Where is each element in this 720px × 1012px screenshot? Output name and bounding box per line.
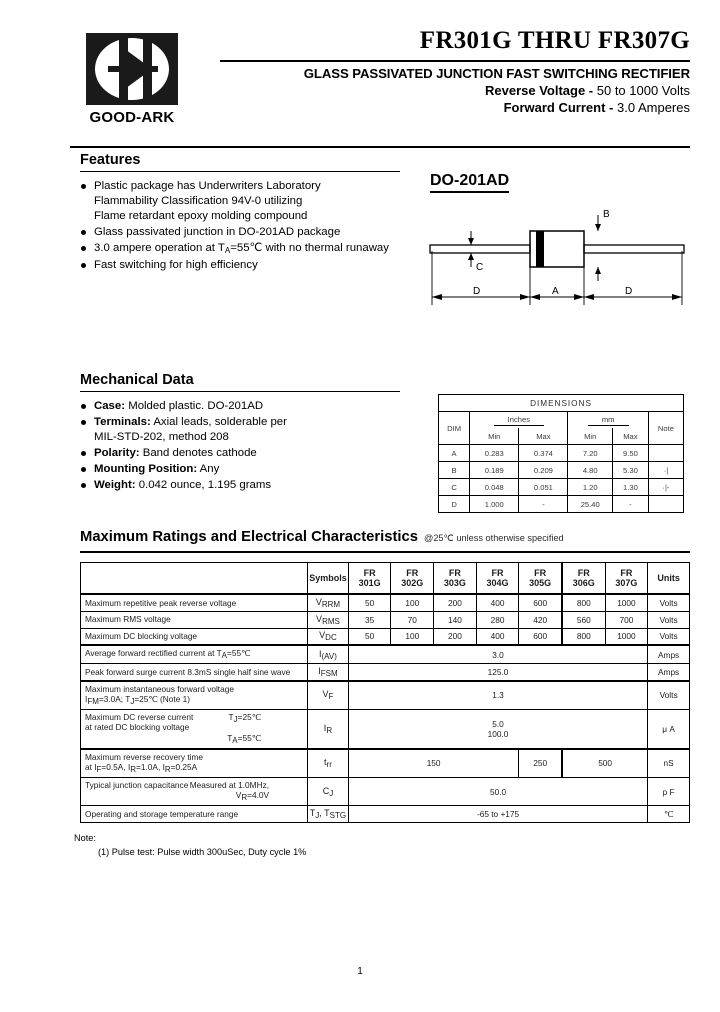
list-item bbox=[80, 399, 400, 414]
features-title: Features bbox=[80, 152, 141, 168]
param-name: Maximum DC reverse current $T_J=25℃$ at rated DC blocking voltage $T_A=55℃$ bbox=[81, 709, 308, 748]
value-cell-trr-500: 500 bbox=[562, 749, 648, 778]
dimension-label-b: B bbox=[603, 209, 610, 220]
list-item bbox=[80, 462, 400, 477]
list-item bbox=[80, 446, 400, 461]
param-name: Maximum instantaneous forward voltage $I_{FM}=3.0A$; $T_J=25℃$ (Note 1) bbox=[81, 681, 308, 710]
note-col-header: Note bbox=[648, 412, 683, 445]
feature-subscript: A bbox=[224, 246, 231, 256]
dimensions-table bbox=[438, 394, 684, 513]
value-cell-span: 50.0 bbox=[348, 777, 647, 805]
units-cell: Volts bbox=[648, 611, 690, 628]
value-25c: 5.0 bbox=[492, 718, 504, 729]
units-cell: p F bbox=[648, 777, 690, 805]
param-col-header bbox=[81, 563, 308, 595]
symbol-cell: $V_{DC}$ bbox=[308, 628, 349, 645]
dim-mm-max: - bbox=[612, 496, 648, 513]
mech-label: Weight: bbox=[94, 479, 136, 492]
dim-in-max: 0.051 bbox=[519, 479, 568, 496]
dim-mm-min: 25.40 bbox=[568, 496, 612, 513]
package-name: DO-201AD bbox=[430, 172, 509, 193]
feature-text-suffix: =55℃ with no thermal runaway bbox=[230, 242, 389, 255]
list-item bbox=[80, 225, 400, 240]
param-name: Maximum repetitive peak reverse voltage bbox=[81, 594, 308, 611]
param-name: Peak forward surge current 8.3mS single half sine wave bbox=[81, 664, 308, 681]
value-cell-span: 3.0 bbox=[348, 645, 647, 664]
part-col-header-303g: FR 303G bbox=[434, 563, 477, 595]
value-cell-trr-250: 250 bbox=[519, 749, 562, 778]
value-cell: 800 bbox=[562, 628, 605, 645]
part-col-header-306g: FR 306G bbox=[562, 563, 605, 595]
dim-letter: A bbox=[439, 445, 470, 462]
dim-mm-max: 9.50 bbox=[612, 445, 648, 462]
bullet-icon bbox=[81, 184, 86, 189]
value-cell: 1000 bbox=[605, 628, 648, 645]
dim-in-max: - bbox=[519, 496, 568, 513]
inches-min-header: Min bbox=[470, 428, 519, 445]
diode-logo-icon bbox=[86, 33, 178, 105]
table-row bbox=[81, 681, 690, 710]
mech-value: Any bbox=[199, 463, 220, 476]
dimension-label-c: C bbox=[476, 262, 484, 273]
bullet-icon bbox=[81, 230, 86, 235]
ratings-table bbox=[80, 562, 690, 823]
table-row bbox=[81, 709, 690, 748]
value-cell-span: -65 to +175 bbox=[348, 806, 647, 823]
product-subtitle: GLASS PASSIVATED JUNCTION FAST SWITCHING RECTIFIER bbox=[303, 66, 690, 82]
part-col-header-305g: FR 305G bbox=[519, 563, 562, 595]
dim-in-min: 0.189 bbox=[470, 462, 519, 479]
value-cell-trr-150: 150 bbox=[348, 749, 519, 778]
param-name: Maximum DC blocking voltage bbox=[81, 628, 308, 645]
value-cell: 70 bbox=[391, 611, 434, 628]
part-col-header-302g: FR 302G bbox=[391, 563, 434, 595]
title-block bbox=[220, 28, 690, 115]
dim-mm-min: 7.20 bbox=[568, 445, 612, 462]
table-row bbox=[81, 594, 690, 611]
dim-note bbox=[648, 445, 683, 462]
part-col-header-301g: FR 301G bbox=[348, 563, 391, 595]
table-row bbox=[81, 806, 690, 823]
list-item bbox=[80, 179, 400, 224]
do-201ad-outline-drawing bbox=[424, 193, 690, 313]
list-item bbox=[80, 478, 400, 493]
dim-letter: C bbox=[439, 479, 470, 496]
table-row bbox=[439, 395, 684, 412]
ratings-section-header bbox=[80, 528, 690, 553]
dim-note: ·| bbox=[648, 462, 683, 479]
inches-max-header: Max bbox=[519, 428, 568, 445]
value-cell: 200 bbox=[434, 594, 477, 611]
param-name: Average forward rectified current at $T_A=55℃$ bbox=[81, 645, 308, 664]
note-text: (1) Pulse test: Pulse width 300uSec, Duty cycle 1% bbox=[98, 846, 307, 857]
table-row bbox=[439, 428, 684, 445]
value-cell: 50 bbox=[348, 594, 391, 611]
symbol-cell: $C_J$ bbox=[308, 777, 349, 805]
dim-letter: B bbox=[439, 462, 470, 479]
note-label: Note: bbox=[74, 833, 96, 843]
table-row bbox=[439, 462, 684, 479]
mech-label: Mounting Position: bbox=[94, 463, 198, 476]
table-row bbox=[439, 479, 684, 496]
header-divider bbox=[70, 146, 690, 148]
units-cell: nS bbox=[648, 749, 690, 778]
ratings-divider bbox=[80, 551, 690, 553]
param-name: Operating and storage temperature range bbox=[81, 806, 308, 823]
units-cell: Amps bbox=[648, 664, 690, 681]
table-row bbox=[81, 611, 690, 628]
page-header bbox=[70, 28, 690, 148]
table-row bbox=[81, 645, 690, 664]
value-cell: 100 bbox=[391, 594, 434, 611]
ratings-title: Maximum Ratings and Electrical Characteristics bbox=[80, 529, 418, 545]
bullet-icon bbox=[81, 263, 86, 268]
table-row bbox=[81, 664, 690, 681]
table-row bbox=[439, 496, 684, 513]
dimension-label-d-left: D bbox=[473, 286, 481, 297]
bullet-icon bbox=[81, 467, 86, 472]
dim-col-header: DIM bbox=[439, 412, 470, 445]
units-col-header: Units bbox=[648, 563, 690, 595]
value-cell: 35 bbox=[348, 611, 391, 628]
value-cell: 560 bbox=[562, 611, 605, 628]
dim-mm-max: 5.30 bbox=[612, 462, 648, 479]
list-item bbox=[80, 258, 400, 273]
units-cell: Amps bbox=[648, 645, 690, 664]
value-cell: 400 bbox=[476, 628, 519, 645]
mm-max-header: Max bbox=[612, 428, 648, 445]
symbol-cell: $V_{RRM}$ bbox=[308, 594, 349, 611]
forward-current-spec bbox=[220, 100, 690, 115]
dim-in-max: 0.374 bbox=[519, 445, 568, 462]
units-cell: μ A bbox=[648, 709, 690, 748]
bullet-icon bbox=[81, 420, 86, 425]
value-cell: 420 bbox=[519, 611, 562, 628]
dimension-label-d-right: D bbox=[625, 286, 633, 297]
features-divider bbox=[80, 171, 400, 172]
dimensions-title: DIMENSIONS bbox=[439, 395, 684, 412]
value-cell: 600 bbox=[519, 594, 562, 611]
mm-col-header: mm bbox=[568, 412, 648, 429]
feature-text: Glass passivated junction in DO-201AD package bbox=[94, 226, 341, 239]
dimensions-table-wrapper bbox=[438, 394, 684, 513]
units-cell: Volts bbox=[648, 628, 690, 645]
dim-mm-min: 4.80 bbox=[568, 462, 612, 479]
mech-label: Terminals: bbox=[94, 416, 151, 429]
part-col-header-307g: FR 307G bbox=[605, 563, 648, 595]
page-title: FR301G THRU FR307G bbox=[419, 27, 690, 54]
mech-label: Case: bbox=[94, 400, 126, 412]
dim-note: ·|- bbox=[648, 479, 683, 496]
mechanical-data-list bbox=[80, 399, 400, 493]
value-55c: 100.0 bbox=[487, 728, 509, 739]
symbol-cell: $I_R$ bbox=[308, 709, 349, 748]
value-cell: 400 bbox=[476, 594, 519, 611]
value-cell: 50 bbox=[348, 628, 391, 645]
units-cell: Volts bbox=[648, 681, 690, 710]
table-row bbox=[439, 445, 684, 462]
dim-mm-max: 1.30 bbox=[612, 479, 648, 496]
param-name: Maximum reverse recovery time at $I_F=0.5A$, $I_R=1.0A$, $I_R=0.25A$ bbox=[81, 749, 308, 778]
dim-mm-min: 1.20 bbox=[568, 479, 612, 496]
mech-label: Polarity: bbox=[94, 447, 140, 460]
mech-value: Molded plastic. DO-201AD bbox=[128, 400, 264, 412]
feature-text-cont: Flammability Classification 94V-0 utilizing bbox=[94, 195, 303, 208]
value-cell: 600 bbox=[519, 628, 562, 645]
features-list bbox=[80, 179, 400, 273]
reverse-voltage-spec bbox=[220, 83, 690, 98]
value-cell: 200 bbox=[434, 628, 477, 645]
forward-current-value: 3.0 Amperes bbox=[617, 100, 690, 116]
page-number: 1 bbox=[357, 966, 363, 977]
value-cell: 280 bbox=[476, 611, 519, 628]
table-row bbox=[81, 777, 690, 805]
reverse-voltage-label: Reverse Voltage - bbox=[484, 83, 594, 99]
table-row bbox=[439, 412, 684, 429]
table-row bbox=[81, 628, 690, 645]
feature-text-prefix: 3.0 ampere operation at T bbox=[94, 242, 225, 255]
package-diagram-section bbox=[424, 172, 690, 332]
title-divider bbox=[220, 60, 690, 62]
param-name: Maximum RMS voltage bbox=[81, 611, 308, 628]
dim-in-min: 0.283 bbox=[470, 445, 519, 462]
table-header-row bbox=[81, 563, 690, 595]
part-col-header-304g: FR 304G bbox=[476, 563, 519, 595]
dim-letter: D bbox=[439, 496, 470, 513]
mech-value: Axial leads, solderable per bbox=[153, 416, 287, 429]
dimension-label-a: A bbox=[552, 286, 559, 297]
bullet-icon bbox=[81, 404, 86, 409]
mm-min-header: Min bbox=[568, 428, 612, 445]
feature-text-cont2: Flame retardant epoxy molding compound bbox=[94, 210, 308, 223]
reverse-voltage-value: 50 to 1000 Volts bbox=[596, 83, 690, 99]
units-cell: ℃ bbox=[648, 806, 690, 823]
note-section bbox=[74, 832, 306, 860]
ratings-condition: @25℃ unless otherwise specified bbox=[424, 533, 564, 543]
mech-value-cont: MIL-STD-202, method 208 bbox=[94, 431, 229, 444]
symbols-col-header: Symbols bbox=[308, 563, 349, 595]
value-cell-span bbox=[348, 709, 647, 748]
feature-text: Fast switching for high efficiency bbox=[94, 258, 258, 271]
units-cell: Volts bbox=[648, 594, 690, 611]
mechanical-data-title: Mechanical Data bbox=[80, 372, 194, 388]
value-cell: 800 bbox=[562, 594, 605, 611]
dim-note bbox=[648, 496, 683, 513]
list-item bbox=[80, 415, 400, 445]
value-cell: 700 bbox=[605, 611, 648, 628]
feature-text: Plastic package has Underwriters Laboratory bbox=[94, 180, 321, 192]
value-cell-span: 125.0 bbox=[348, 664, 647, 681]
symbol-cell: $t_{rr}$ bbox=[308, 749, 349, 778]
features-section bbox=[80, 152, 400, 274]
symbol-cell: $I_{(AV)}$ bbox=[308, 645, 349, 664]
symbol-cell: $V_F$ bbox=[308, 681, 349, 710]
list-item bbox=[80, 241, 400, 257]
company-logo bbox=[78, 33, 186, 126]
symbol-cell: $I_{FSM}$ bbox=[308, 664, 349, 681]
value-cell-span: 1.3 bbox=[348, 681, 647, 710]
bullet-icon bbox=[81, 451, 86, 456]
mechanical-data-divider bbox=[80, 391, 400, 392]
dim-in-min: 1.000 bbox=[470, 496, 519, 513]
mech-value: Band denotes cathode bbox=[142, 447, 257, 460]
value-cell: 1000 bbox=[605, 594, 648, 611]
bullet-icon bbox=[81, 483, 86, 488]
inches-col-header: Inches bbox=[470, 412, 568, 429]
dim-in-max: 0.209 bbox=[519, 462, 568, 479]
value-cell: 140 bbox=[434, 611, 477, 628]
table-row bbox=[81, 749, 690, 778]
mech-value: 0.042 ounce, 1.195 grams bbox=[138, 479, 272, 492]
symbol-cell: $T_J$, $T_{STG}$ bbox=[308, 806, 349, 823]
forward-current-label: Forward Current - bbox=[503, 100, 614, 116]
dim-in-min: 0.048 bbox=[470, 479, 519, 496]
value-cell: 100 bbox=[391, 628, 434, 645]
param-name: Typical junction capacitance Measured at 1.0MHz, $V_R=4.0V$ bbox=[81, 777, 308, 805]
symbol-cell: $V_{RMS}$ bbox=[308, 611, 349, 628]
company-name: GOOD-ARK bbox=[89, 109, 175, 126]
bullet-icon bbox=[81, 246, 86, 251]
mechanical-data-section bbox=[80, 372, 400, 494]
